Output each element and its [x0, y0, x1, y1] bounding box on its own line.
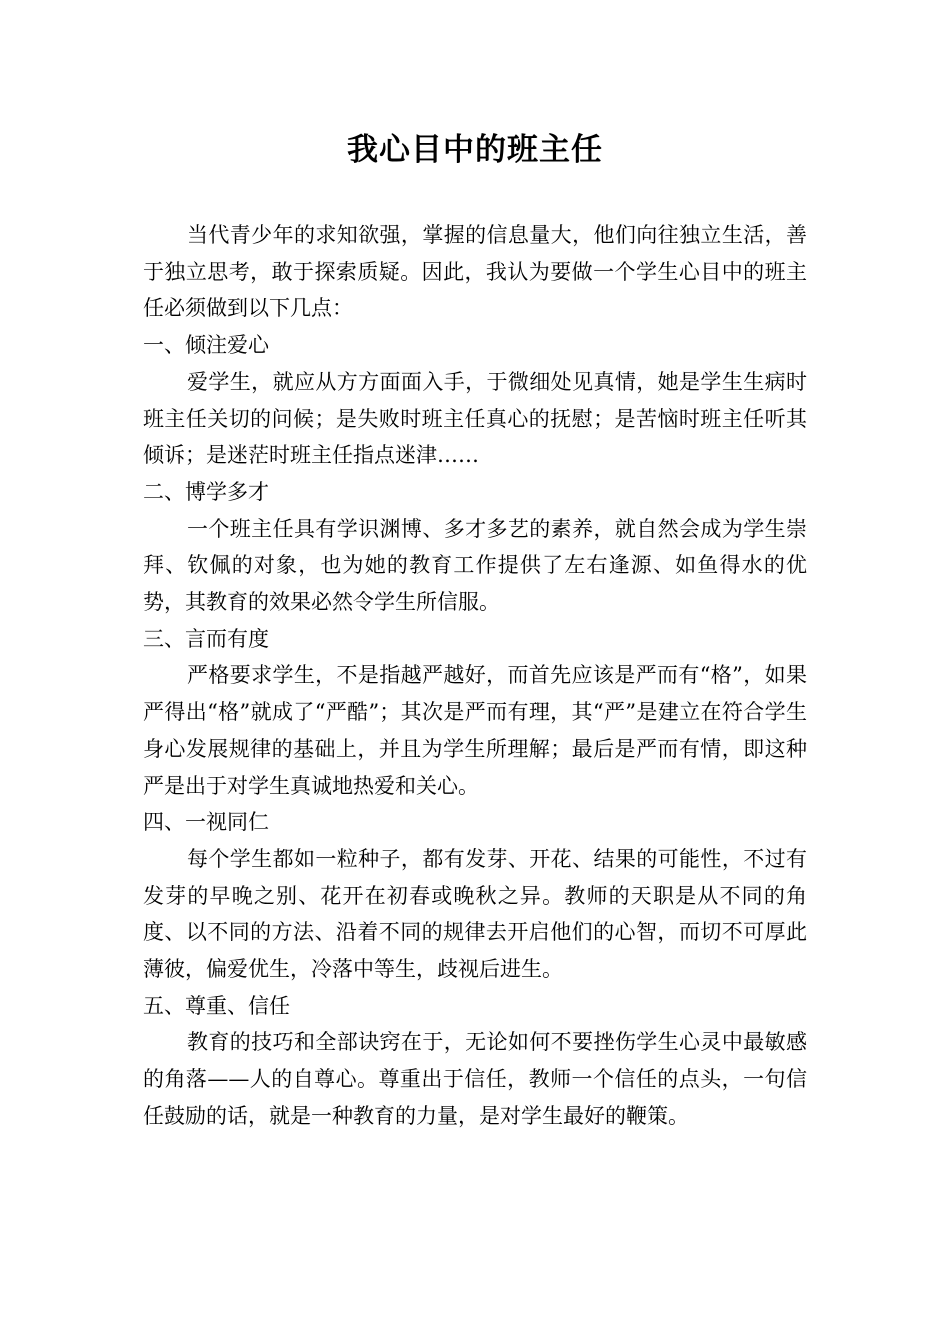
section-heading-4: 四、一视同仁 — [143, 810, 269, 835]
section-paragraph-5: 教育的技巧和全部诀窍在于，无论如何不要挫伤学生心灵中最敏感的角落——人的自尊心。尊重出于信任，教师一个信任的点头，一句信任鼓励的话，就是一种教育的力量，是对学生最好的鞭策。 — [143, 1030, 807, 1128]
section-paragraph-2: 一个班主任具有学识渊博、多才多艺的素养，就自然会成为学生崇拜、钦佩的对象，也为她的教育工作提供了左右逢源、如鱼得水的优势，其教育的效果必然令学生所信服。 — [143, 516, 807, 615]
section-heading-5: 五、尊重、信任 — [143, 993, 290, 1018]
section-paragraph-4: 每个学生都如一粒种子，都有发芽、开花、结果的可能性，不过有发芽的早晚之别、花开在初春或晚秋之异。教师的天职是从不同的角度、以不同的方法、沿着不同的规律去开启他们的心智，而切不可厚此薄彼，偏爱优生，冷落中等生，歧视后进生。 — [143, 846, 807, 982]
section-heading-2: 二、博学多才 — [143, 479, 269, 504]
document-body — [143, 217, 807, 1135]
intro-paragraph: 当代青少年的求知欲强，掌握的信息量大，他们向往独立生活，善于独立思考，敢于探索质疑。因此，我认为要做一个学生心目中的班主任必须做到以下几点： — [143, 223, 807, 321]
document-title: 我心目中的班主任 — [347, 132, 603, 168]
section-paragraph-1: 爱学生，就应从方方面面入手，于微细处见真情，她是学生生病时班主任关切的问候；是失败时班主任真心的抚慰；是苦恼时班主任听其倾诉；是迷茫时班主任指点迷津…… — [143, 369, 807, 468]
section-heading-3: 三、言而有度 — [143, 626, 269, 651]
section-paragraph-3: 严格要求学生，不是指越严越好，而首先应该是严而有“格”，如果严得出“格”就成了“严酷”；其次是严而有理，其“严”是建立在符合学生身心发展规律的基础上，并且为学生所理解；最后是严而有情，即这种严是出于对学生真诚地热爱和关心。 — [143, 663, 807, 798]
section-heading-1: 一、倾注爱心 — [143, 333, 269, 358]
